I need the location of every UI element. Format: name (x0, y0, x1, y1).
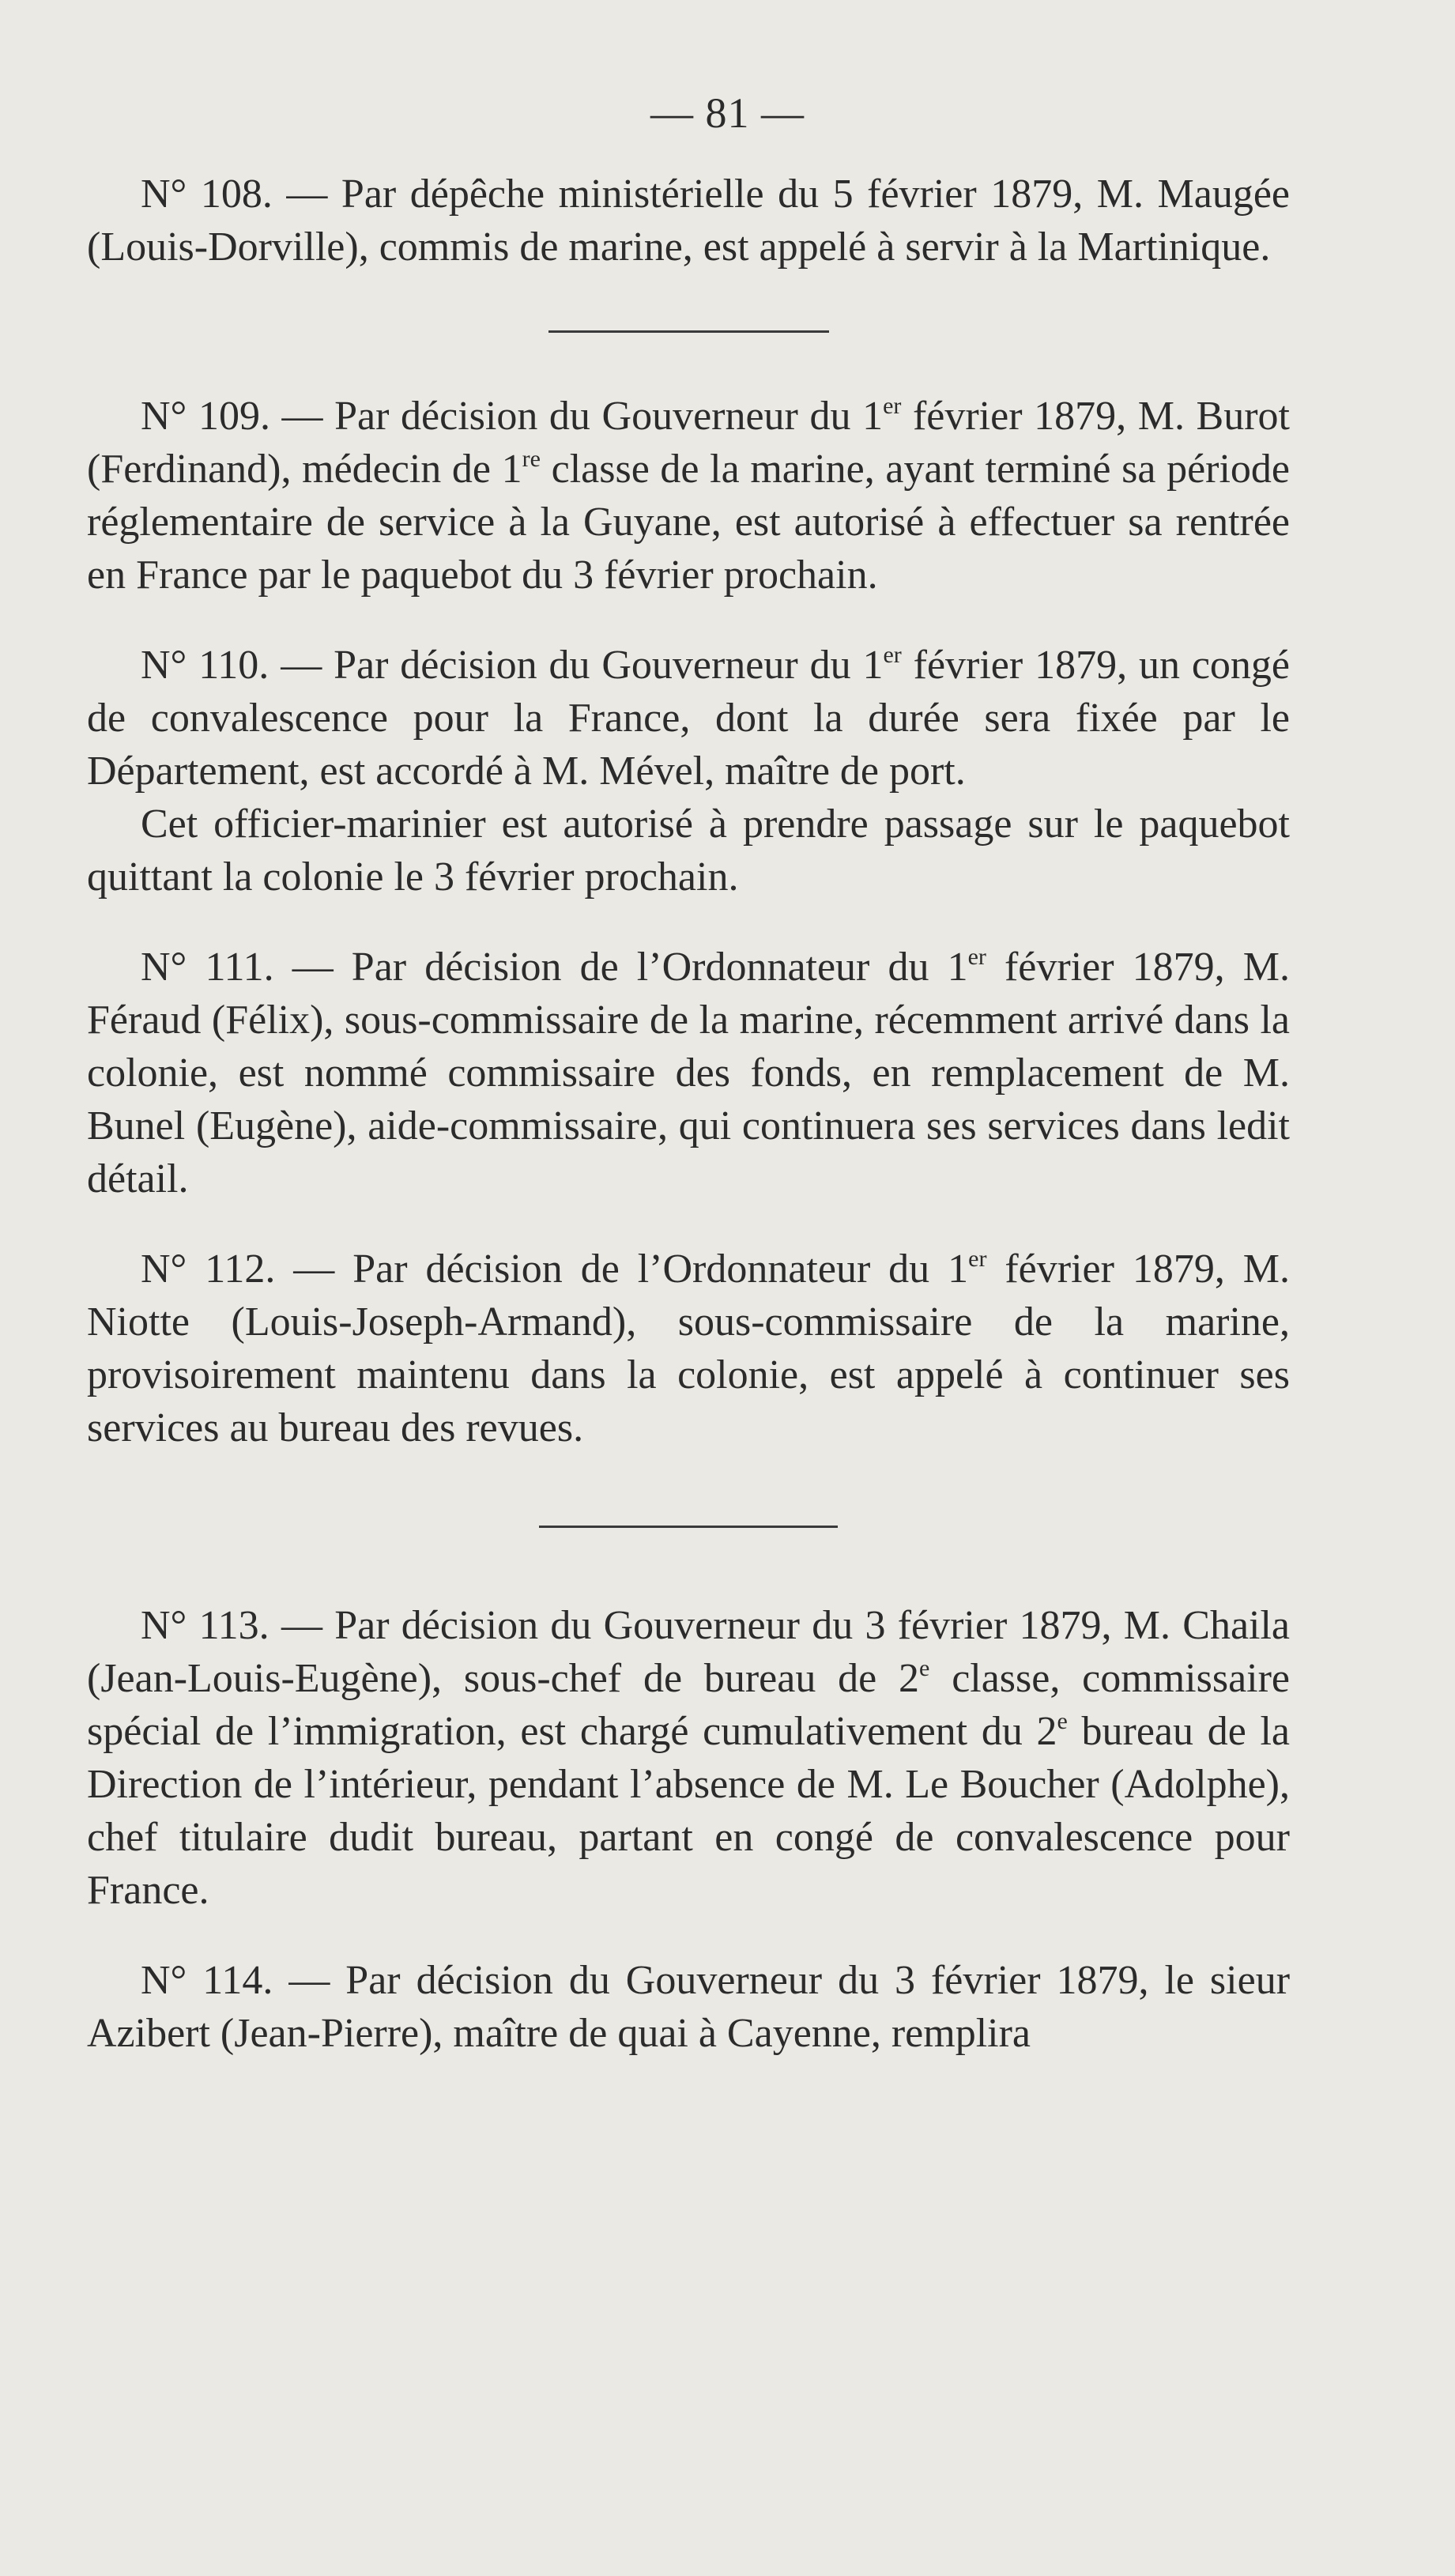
entry-text-lead: — Par décision du Gouverneur du 1 (281, 394, 884, 439)
entry-number: N° 114. (141, 1958, 273, 2003)
entry-number: N° 112. (141, 1247, 276, 1292)
entry-114 (87, 1954, 1290, 2060)
entry-text-tail: classe de la marine, ayant terminé sa période réglementaire de service à la Guyane, est autorisé à effectuer sa rentrée en France par le paquebot du 3 février prochain. (87, 447, 1290, 598)
entry-109 (87, 390, 1290, 602)
superscript: er (883, 393, 902, 419)
superscript: er (883, 642, 902, 668)
entry-number: N° 111. (141, 945, 274, 990)
entry-text-tail: bureau de la Direction de l’intérieur, pendant l’absence de M. Le Boucher (Adolphe), chef titulaire dudit bureau, partant en congé de convalescence pour France. (87, 1709, 1290, 1913)
entry-text-mid: février 1879, M. Burot (Ferdinand), médecin de 1 (87, 394, 1290, 492)
superscript: e (1057, 1708, 1068, 1734)
entry-number: N° 113. (141, 1603, 270, 1648)
superscript: e (919, 1655, 930, 1681)
superscript: er (968, 1246, 987, 1272)
entry-111 (87, 941, 1290, 1205)
entry-text: — Par décision du Gouverneur du 3 février 1879, le sieur Azibert (Jean-Pierre), maître de quai à Cayenne, remplira (87, 1958, 1291, 2056)
page-number: — 81 — (650, 89, 805, 137)
entry-113 (87, 1599, 1290, 1917)
entry-112 (87, 1243, 1290, 1454)
section-divider (539, 1526, 838, 1528)
entry-110-continuation: Cet officier-marinier est autorisé à prendre passage sur le paquebot quittant la colonie le 3 février prochain. (87, 801, 1290, 900)
entry-number: N° 108. (141, 172, 273, 217)
section-divider (548, 330, 829, 333)
entry-108 (87, 168, 1290, 273)
entry-text-mid: classe, commissaire spécial de l’immigration, est chargé cumulativement du 2 (87, 1656, 1290, 1754)
entry-text-tail: février 1879, un congé de convalescence pour la France, dont la durée sera fixée par le Département, est accordé à M. Mével, maître de port. (87, 643, 1291, 794)
superscript: er (967, 944, 986, 970)
entry-text-tail: février 1879, M. Niotte (Louis-Joseph-Armand), sous-commissaire de la marine, provisoirement maintenu dans la colonie, est appelé à continuer ses services au bureau des revues. (87, 1247, 1291, 1450)
entry-text-lead: — Par décision de l’Ordonnateur du 1 (292, 945, 968, 990)
entry-text-lead: — Par décision du Gouverneur du 1 (281, 643, 884, 688)
entry-number: N° 109. (141, 394, 270, 439)
entry-text-tail: février 1879, M. Féraud (Félix), sous-commissaire de la marine, récemment arrivé dans la colonie, est nommé commissaire des fonds, en remplacement de M. Bunel (Eugène), aide-commissaire, qui continuera ses services dans ledit détail. (87, 945, 1290, 1201)
entry-number: N° 110. (141, 643, 270, 688)
entry-110 (87, 639, 1290, 798)
superscript: re (522, 446, 541, 472)
page-content (87, 168, 1290, 2060)
entry-text-lead: — Par décision du Gouverneur du 3 février 1879, M. Chaila (Jean-Louis-Eugène), sous-chef de bureau de 2 (87, 1603, 1291, 1701)
entry-text: — Par dépêche ministérielle du 5 février 1879, M. Maugée (Louis-Dorville), commis de marine, est appelé à servir à la Martinique. (87, 172, 1290, 270)
entry-text-lead: — Par décision de l’Ordonnateur du 1 (293, 1247, 969, 1292)
